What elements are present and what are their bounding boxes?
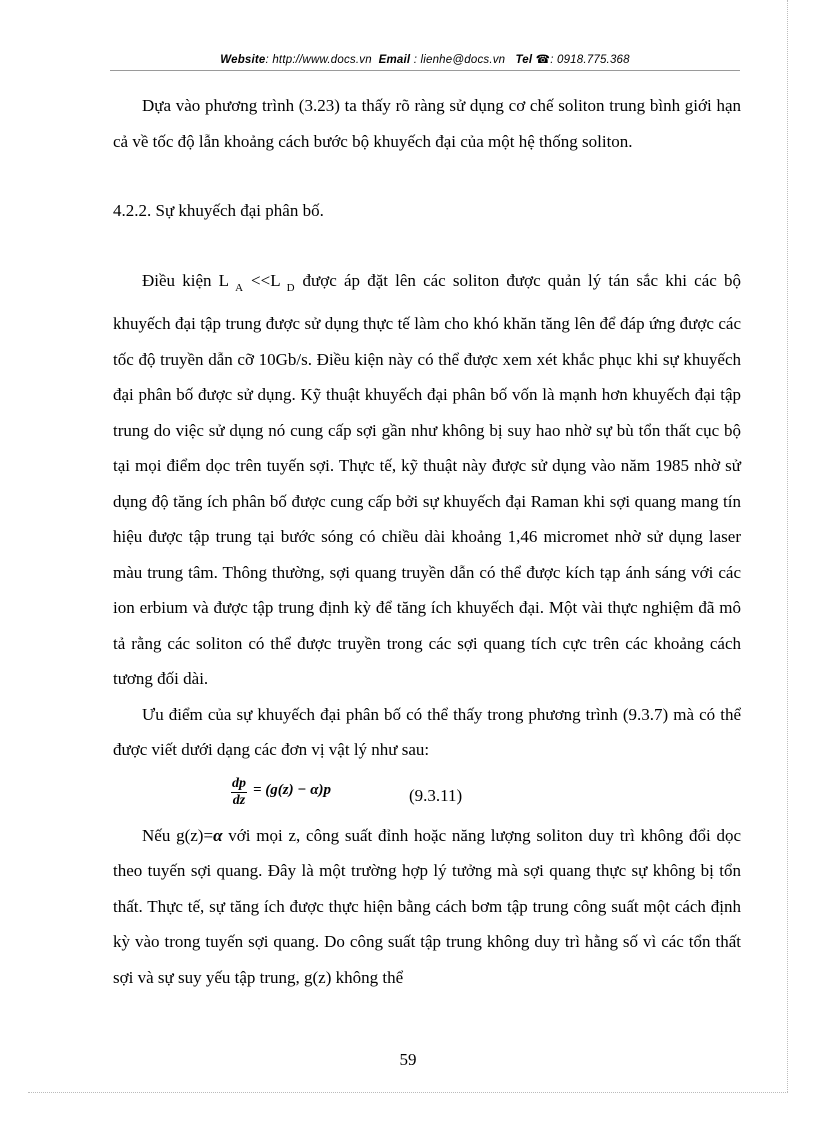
website-value: : http://www.docs.vn xyxy=(265,54,372,66)
tel-value: : 0918.775.368 xyxy=(550,54,630,66)
alpha-symbol: α xyxy=(213,825,223,845)
paragraph-4 xyxy=(113,818,741,996)
equation-rhs: = (g(z) − α)p xyxy=(253,781,332,798)
paragraph-1: Dựa vào phương trình (3.23) ta thấy rõ ràng sử dụng cơ chế soliton trung bình giới hạn cả về tốc độ lẫn khoảng cách bước bộ khuyếch đại của một hệ thống soliton. xyxy=(113,96,741,151)
subscript-a: A xyxy=(235,281,244,294)
paragraph-2 xyxy=(113,263,741,697)
paragraph-3: Ưu điểm của sự khuyếch đại phân bố có thể thấy trong phương trình (9.3.7) mà có thể được viết dưới dạng các đơn vị vật lý như sau: xyxy=(113,704,741,759)
p2-rest: được áp đặt lên các soliton được quản lý tán sắc khi các bộ khuyếch đại tập trung được sử dụng thực tế làm cho khó khăn tăng lên để đáp ứng được các tốc độ truyền dẫn cỡ 10Gb/s. Điều kiện này có thể được xem xét khắc phục khi sự khuyếch đại phân bố được sử dụng. Kỹ thuật khuyếch đại phân bố vốn là mạnh hơn khuyếch đại tập trung do việc sử dụng nó cung cấp sợi gần như không bị suy hao nhờ sự bù tổn thất cục bộ tại mọi điểm dọc trên tuyến sợi. Thực tế, kỹ thuật này được sử dụng vào năm 1985 nhờ sử dụng độ tăng ích phân bố được cung cấp bởi sự khuyếch đại Raman khi sợi quang mang tín hiệu được tập trung tại bước sóng có chiều dài khoảng 1,46 micromet nhờ sử dụng laser màu trung tâm. Thông thường, sợi quang truyền dẫn có thể được kích tạp ánh sáng với các ion erbium và được tập trung định kỳ để tăng ích khuyếch đại. Một vài thực nghiệm đã mô tả rằng các soliton có thể được truyền trong các sợi quang tích cực trên các khoảng cách tương đối dài. xyxy=(113,270,741,688)
equation-9-3-11 xyxy=(113,770,741,816)
equation-numerator: dp xyxy=(232,775,246,791)
header-divider xyxy=(110,70,740,71)
equation-number: (9.3.11) xyxy=(409,785,463,805)
equation-denominator: dz xyxy=(232,792,246,808)
p2-mid: <<L xyxy=(251,270,281,290)
document-body xyxy=(113,88,741,995)
section-heading: 4.2.2. Sự khuyếch đại phân bố. xyxy=(113,201,324,220)
page-number: 59 xyxy=(399,1050,417,1069)
website-label: Website xyxy=(220,54,266,66)
email-value: : lienhe@docs.vn xyxy=(410,54,506,66)
page-header xyxy=(110,52,740,66)
p4-start: Nếu g(z)= xyxy=(142,825,214,845)
p2-start: Điều kiện L xyxy=(142,270,230,290)
tel-label: Tel ☎ xyxy=(515,54,551,66)
right-border xyxy=(787,0,788,1092)
subscript-d: D xyxy=(286,281,295,294)
p4-rest: với mọi z, công suất đỉnh hoặc năng lượng soliton duy trì không đổi dọc theo tuyến sợi quang. Đây là một trường hợp lý tưởng mà sợi quang thực sự không bị tổn thất. Thực tế, sự tăng ích được thực hiện bằng cách bơm tập trung công suất một cách định kỳ vào trong tuyến sợi quang. Do công suất tập trung không duy trì hằng số vì các tổn thất sợi và sự suy yếu tập trung, g(z) không thể xyxy=(113,825,741,987)
email-label: Email xyxy=(378,54,411,66)
footer-border xyxy=(28,1092,788,1093)
equation-fraction xyxy=(231,776,247,809)
